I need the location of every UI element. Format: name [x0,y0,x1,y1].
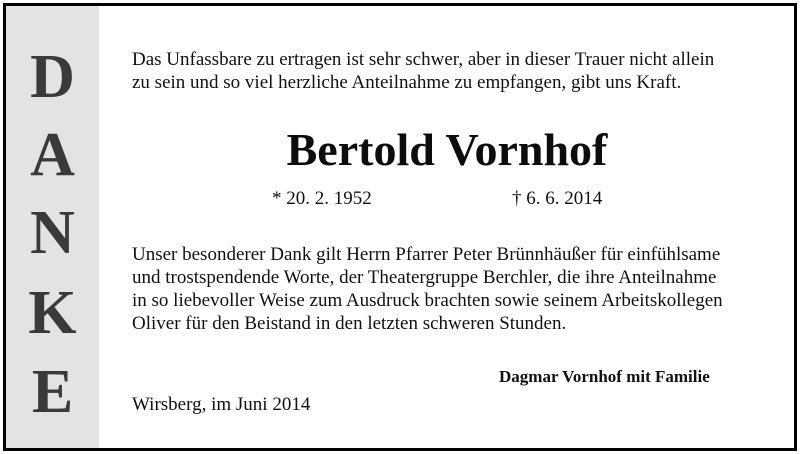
place-date: Wirsberg, im Juni 2014 [132,394,311,415]
sidebar-letter-k: K [28,279,77,347]
sidebar-letter-a: A [30,121,75,189]
birth-date: * 20. 2. 1952 [272,188,372,209]
intro-line: zu sein und so viel herzliche Anteilnahme zu empfangen, gibt uns Kraft. [132,72,682,93]
thanks-paragraph [132,243,782,335]
sidebar-letter-n: N [30,199,75,267]
intro-paragraph [132,48,772,94]
death-date: † 6. 6. 2014 [512,188,603,209]
thanks-line: Oliver für den Beistand in den letzten schweren Stunden. [132,313,567,334]
signature: Dagmar Vornhof mit Familie [499,367,710,386]
obituary-card [3,3,797,451]
sidebar-letter-e: E [31,358,74,426]
intro-line: Das Unfassbare zu ertragen ist sehr schwer, aber in dieser Trauer nicht allein [132,49,715,70]
danke-sidebar [6,6,99,448]
sidebar-letter-d: D [30,43,75,111]
thanks-line: Unser besonderer Dank gilt Herrn Pfarrer Peter Brünnhäußer für einfühlsame [132,244,721,265]
thanks-line: und trostspendende Worte, der Theatergruppe Berchler, die ihre Anteilnahme [132,267,717,288]
deceased-name: Bertold Vornhof [286,124,608,175]
thanks-line: in so liebevoller Weise zum Ausdruck brachten sowie seinem Arbeitskollegen [132,290,723,311]
